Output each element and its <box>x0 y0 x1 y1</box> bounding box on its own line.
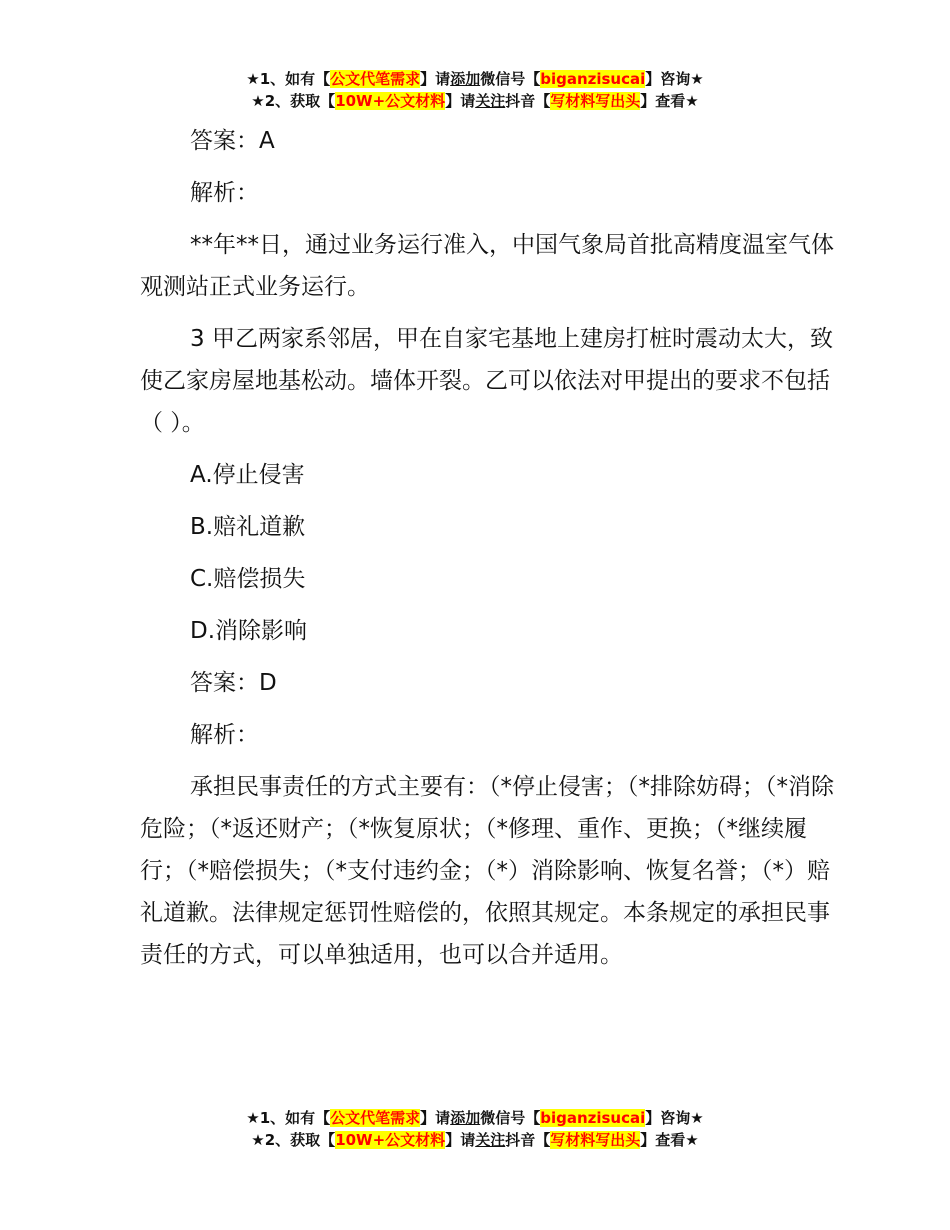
banner-text: 】请 <box>420 1109 451 1127</box>
analysis-1-text: **年**日，通过业务运行准入，中国气象局首批高精度温室气体观测站正式业务运行。 <box>140 232 834 300</box>
footer-banner <box>0 1107 950 1151</box>
analysis-2-text: 承担民事责任的方式主要有：（*停止侵害；（*排除妨碍；（*消除危险；（*返还财产；（*恢复原状；（*修理、重作、更换；（*继续履行；（*赔偿损失；（*支付违约金；（*）消除影响、恢复名誉；（*）赔礼道歉。法律规定惩罚性赔偿的，依照其规定。本条规定的承担民事责任的方式，可以单独适用，也可以合并适用。 <box>140 774 834 968</box>
option-c: C.赔偿损失 <box>190 566 306 592</box>
banner-highlight: 10W+公文材料 <box>335 1131 446 1149</box>
banner-text: 】请 <box>420 70 451 88</box>
answer-1: 答案：A <box>190 128 275 154</box>
answer-2: 答案：D <box>190 670 277 696</box>
banner-line-1 <box>0 1107 950 1129</box>
header-banner <box>0 68 950 112</box>
banner-text: 】请 <box>445 92 476 110</box>
banner-text: 】查看★ <box>640 92 699 110</box>
option-d: D.消除影响 <box>190 618 308 644</box>
question-3: 3 甲乙两家系邻居，甲在自家宅基地上建房打桩时震动太大，致使乙家房屋地基松动。墙体开裂。乙可以依法对甲提出的要求不包括（ ）。 <box>140 326 833 436</box>
banner-highlight: biganzisucai <box>540 1109 646 1127</box>
banner-underline: 添加 <box>450 70 481 88</box>
banner-underline: 关注 <box>475 92 506 110</box>
banner-underline: 添加 <box>450 1109 481 1127</box>
option-b: B.赔礼道歉 <box>190 514 306 540</box>
option-a: A.停止侵害 <box>190 462 305 488</box>
banner-line-1 <box>0 68 950 90</box>
banner-text: 抖音【 <box>505 92 551 110</box>
banner-underline: 关注 <box>475 1131 506 1149</box>
banner-line-2 <box>0 90 950 112</box>
banner-text: 】请 <box>445 1131 476 1149</box>
banner-text: ★2、获取【 <box>251 1131 336 1149</box>
banner-highlight: 写材料写出头 <box>550 92 641 110</box>
banner-text: 】查看★ <box>640 1131 699 1149</box>
banner-line-2 <box>0 1129 950 1151</box>
document-body <box>140 120 840 976</box>
banner-text: ★1、如有【 <box>246 1109 331 1127</box>
banner-text: 抖音【 <box>505 1131 551 1149</box>
banner-text: ★2、获取【 <box>251 92 336 110</box>
banner-highlight: biganzisucai <box>540 70 646 88</box>
banner-highlight: 公文代笔需求 <box>330 1109 421 1127</box>
banner-highlight: 写材料写出头 <box>550 1131 641 1149</box>
banner-text: 微信号【 <box>480 70 541 88</box>
banner-text: 】咨询★ <box>645 70 704 88</box>
banner-text: 微信号【 <box>480 1109 541 1127</box>
banner-highlight: 10W+公文材料 <box>335 92 446 110</box>
banner-text: ★1、如有【 <box>246 70 331 88</box>
banner-text: 】咨询★ <box>645 1109 704 1127</box>
analysis-1-label: 解析： <box>190 180 259 206</box>
banner-highlight: 公文代笔需求 <box>330 70 421 88</box>
analysis-2-label: 解析： <box>190 722 259 748</box>
